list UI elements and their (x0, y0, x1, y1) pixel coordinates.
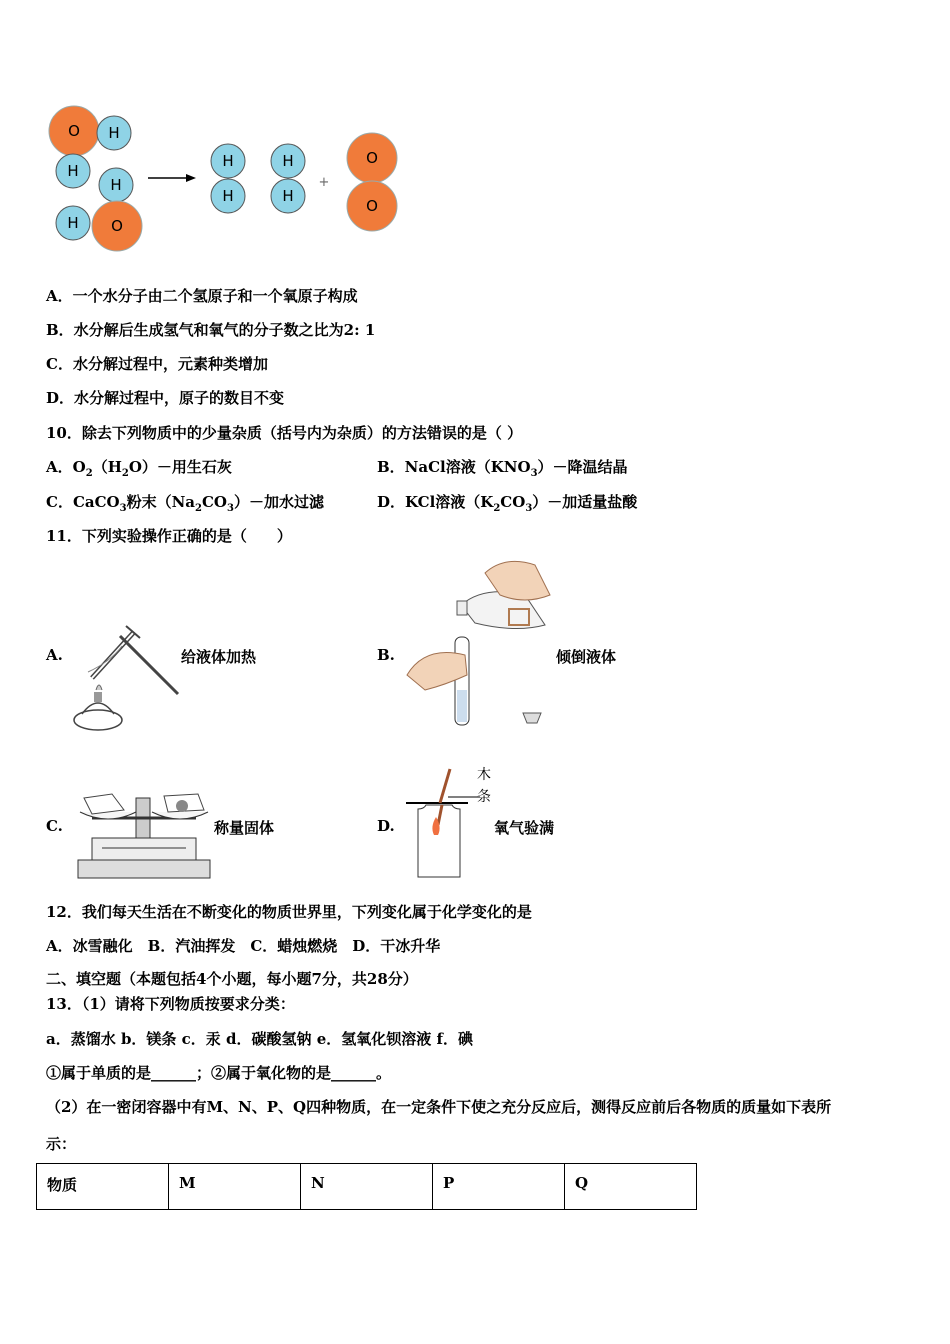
svg-text:H: H (67, 214, 79, 232)
q10-option-b: B．NaCl溶液$(KNO_3)-$降温结晶 (377, 458, 628, 479)
reaction-arrow (148, 174, 196, 182)
q12-stem: 12．我们每天生活在不断变化的物质世界里，下列变化属于化学变化的是 (46, 903, 532, 921)
svg-text:H: H (222, 187, 234, 205)
q13-part2-line2: 示： (46, 1135, 77, 1153)
table-header-cell: 物质 (37, 1164, 169, 1210)
plus-sign: + (318, 175, 330, 190)
q10-option-a: A．$O_2(H_2O)-$用生石灰 (46, 458, 232, 479)
q13-items: a．蒸馏水 b．镁条 c．汞 d．碳酸氢钠 e．氢氧化钡溶液 f．碘 (46, 1030, 473, 1048)
table-header-cell: Q (565, 1164, 697, 1210)
q11-a-letter: A. (46, 646, 63, 664)
svg-text:O: O (111, 217, 123, 235)
q12-options: A．冰雪融化 B．汽油挥发 C．蜡烛燃烧 D．干冰升华 (46, 937, 441, 955)
pouring-liquid-illustration (405, 555, 555, 735)
svg-text:H: H (108, 124, 120, 142)
hydrogen-molecule-2 (271, 144, 305, 213)
q11-b-text: 倾倒液体 (556, 648, 617, 666)
q13-stem: 13．（1）请将下列物质按要求分类： (46, 995, 295, 1013)
q13-part2-line1: （2）在一密闭容器中有M、N、P、Q四种物质，在一定条件下使之充分反应后，测得反应前后各物质的质量如下表所 (46, 1098, 832, 1116)
svg-text:O: O (366, 149, 378, 167)
water-decomposition-diagram (40, 100, 410, 260)
svg-text:H: H (282, 152, 294, 170)
table-header-cell: N (301, 1164, 433, 1210)
table-row (37, 1164, 697, 1210)
q9-option-c: C．水分解过程中，元素种类增加 (46, 355, 268, 373)
table-header-cell: P (433, 1164, 565, 1210)
svg-text:O: O (366, 197, 378, 215)
table-header-cell: M (169, 1164, 301, 1210)
q9-option-a: A．一个水分子由二个氢原子和一个氧原子构成 (46, 287, 358, 305)
weighing-solid-illustration (72, 788, 217, 883)
svg-text:H: H (222, 152, 234, 170)
q11-d-letter: D. (377, 817, 395, 835)
svg-text:H: H (67, 162, 79, 180)
q11-a-text: 给液体加热 (181, 648, 257, 666)
svg-text:H: H (282, 187, 294, 205)
q11-b-letter: B. (377, 646, 395, 664)
q10-option-c: C．CaCO$_3$粉末$(Na_2CO_3)-$加水过滤 (46, 493, 324, 514)
q13-blanks: ①属于单质的是______；②属于氧化物的是______。 (46, 1064, 392, 1082)
oxygen-molecule (347, 133, 397, 231)
q11-stem: 11．下列实验操作正确的是（ ） (46, 527, 292, 545)
q11-d-text: 氧气验满 (494, 819, 555, 837)
q11-c-text: 称量固体 (214, 819, 275, 837)
q10-stem: 10．除去下列物质中的少量杂质（括号内为杂质）的方法错误的是（ ） (46, 424, 523, 442)
q10-option-d: D．KCl溶液$(K_2CO_3)-$加适量盐酸 (377, 493, 638, 514)
wood-stick-label-2: 条 (477, 789, 491, 805)
hydrogen-molecule-1 (211, 144, 245, 213)
q9-option-d: D．水分解过程中，原子的数目不变 (46, 389, 285, 407)
section-2-title: 二、填空题（本题包括4个小题，每小题7分，共28分） (46, 970, 418, 988)
heating-liquid-illustration (70, 622, 185, 737)
mass-table (36, 1163, 697, 1210)
svg-text:H: H (110, 176, 122, 194)
q11-c-letter: C. (46, 817, 63, 835)
svg-text:O: O (68, 122, 80, 140)
wood-stick-label-1: 木 (477, 767, 491, 783)
q9-option-b: B．水分解后生成氢气和氧气的分子数之比为2: 1 (46, 321, 376, 339)
